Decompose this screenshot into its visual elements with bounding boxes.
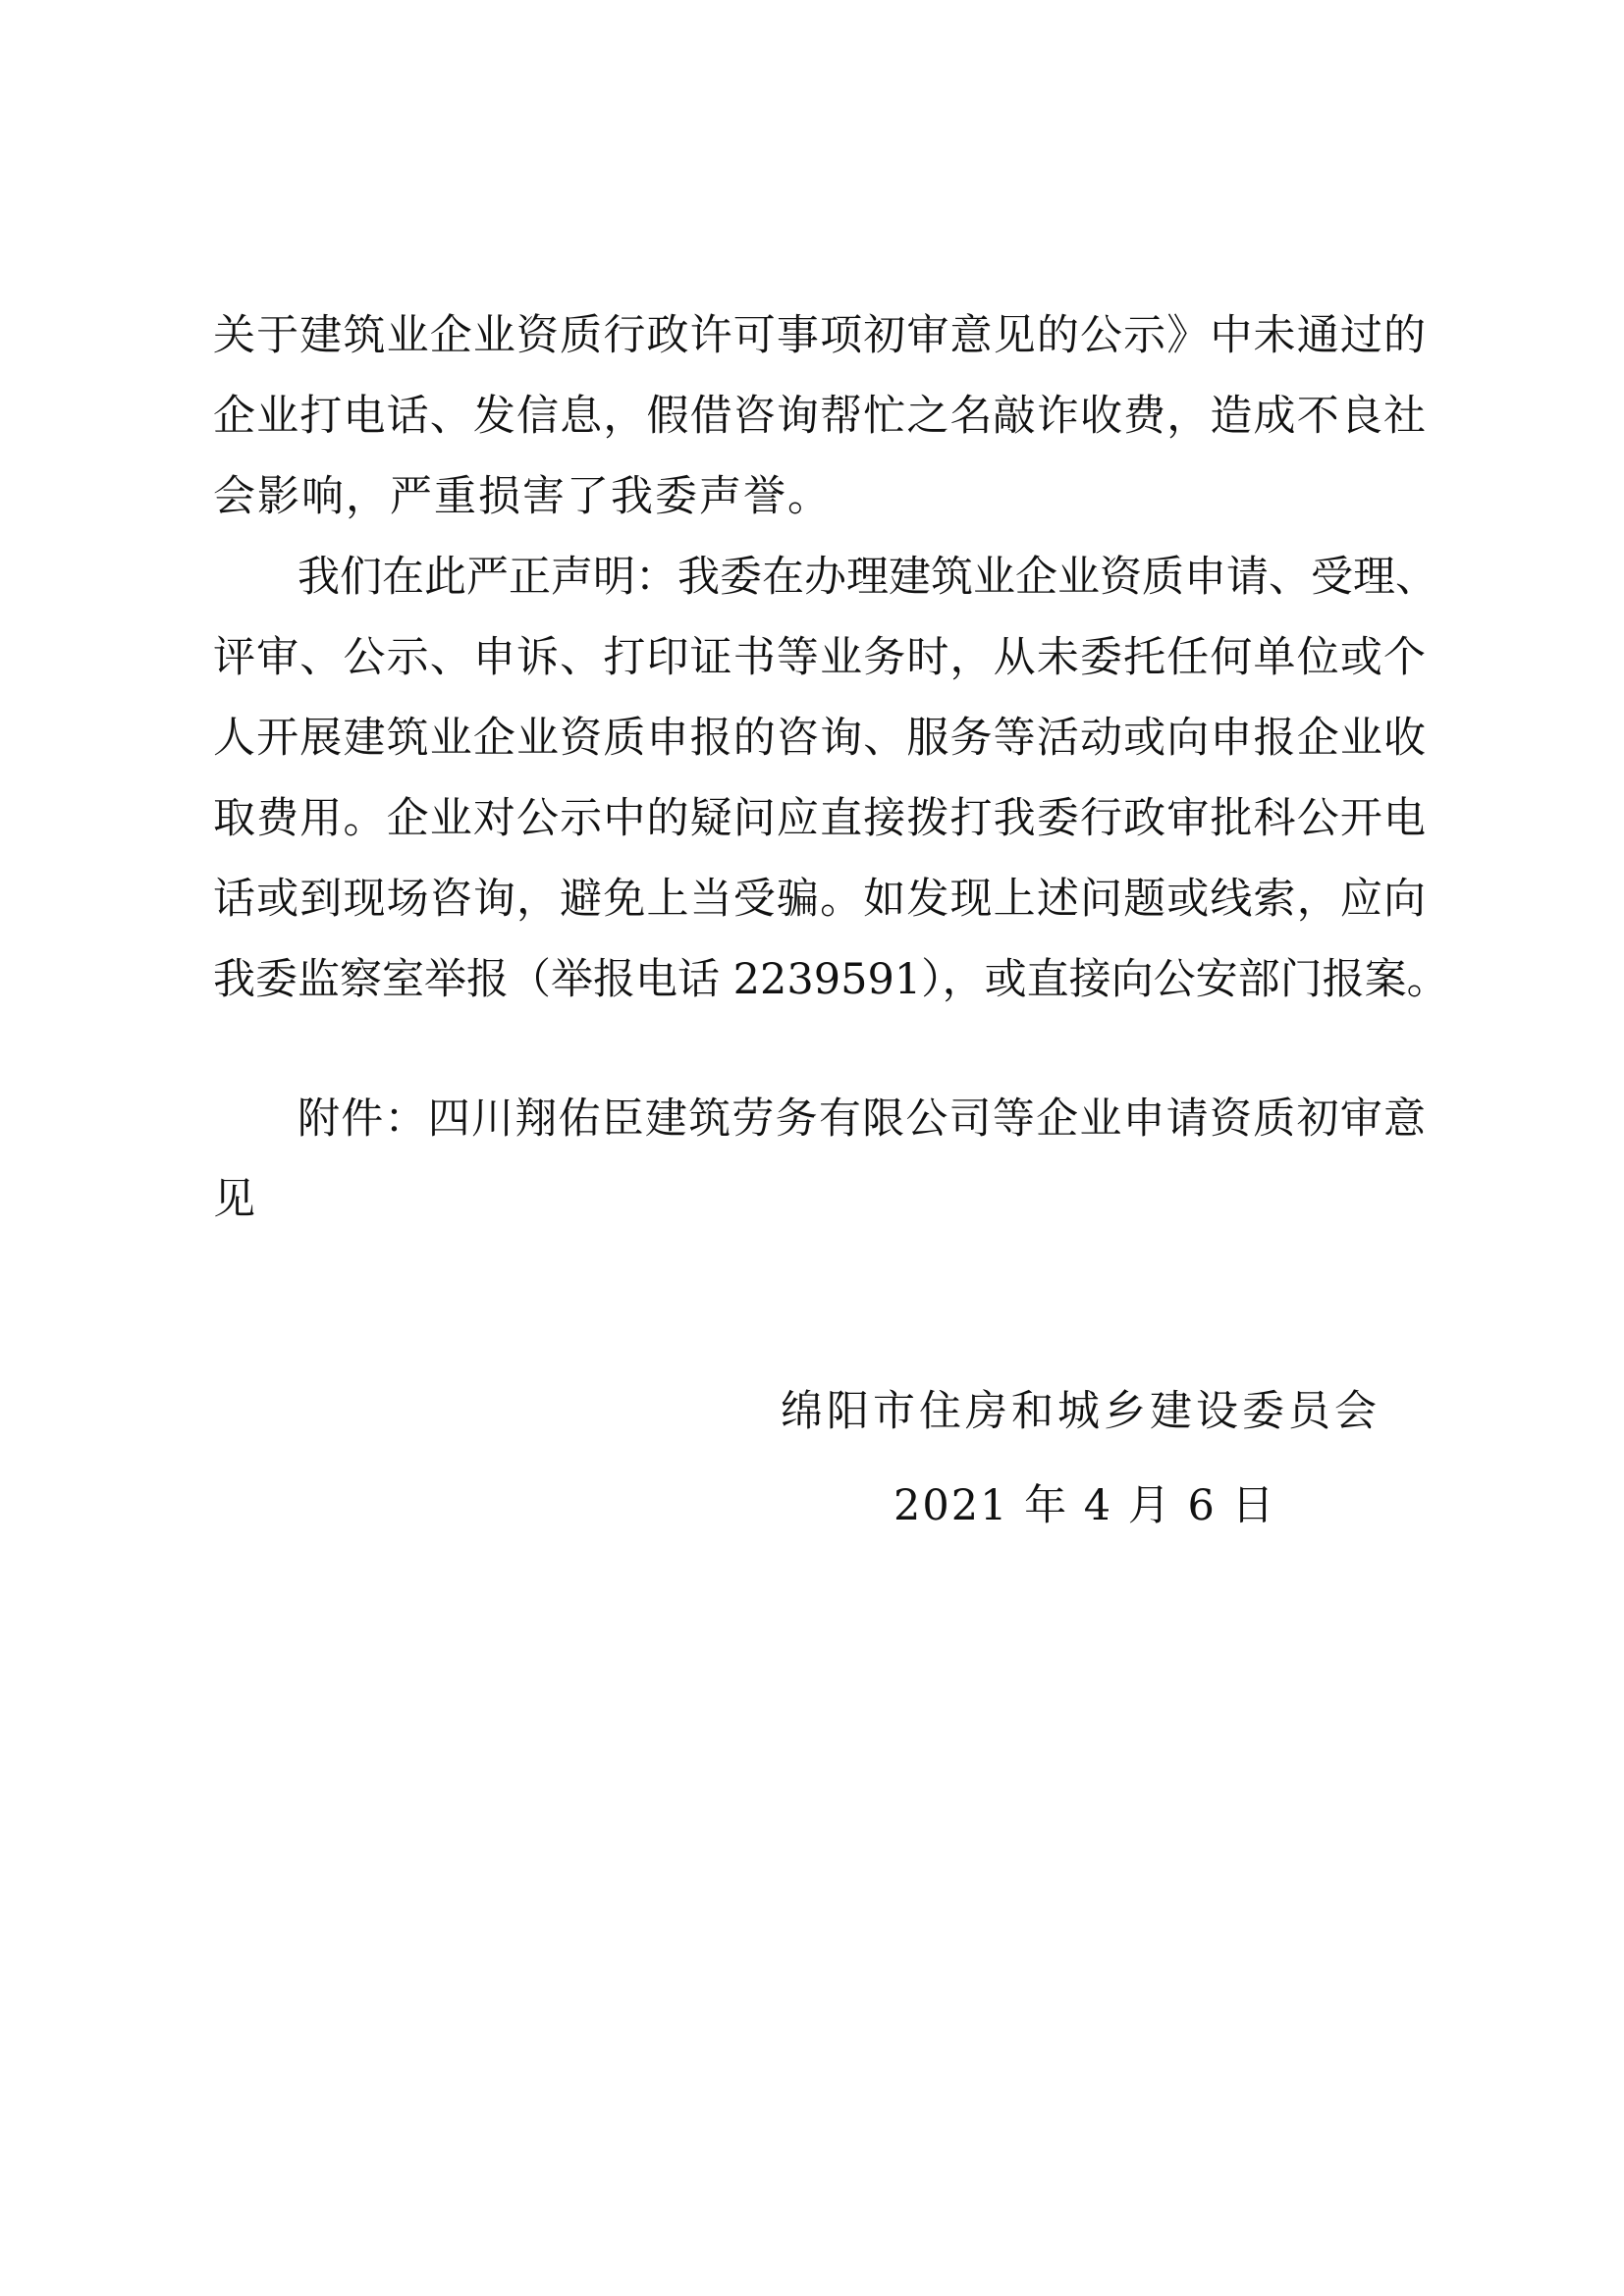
attachment-line-1: 附件：四川翔佑臣建筑劳务有限公司等企业申请资质初审意	[298, 1095, 1426, 1144]
paragraph2-line-5: 话或到现场咨询，避免上当受骗。如发现上述问题或线索，应向	[213, 875, 1426, 924]
paragraph2-line-2: 评审、公示、申诉、打印证书等业务时，从未委托任何单位或个	[213, 633, 1426, 682]
signature-date: 2021 年 4 月 6 日	[893, 1481, 1276, 1530]
signature-organization: 绵阳市住房和城乡建设委员会	[781, 1387, 1380, 1436]
paragraph1-line-2: 企业打电话、发信息，假借咨询帮忙之名敲诈收费，造成不良社	[213, 392, 1426, 441]
paragraph2-line-3: 人开展建筑业企业资质申报的咨询、服务等活动或向申报企业收	[213, 714, 1426, 763]
attachment-line-2: 见	[213, 1175, 257, 1224]
paragraph2-line-6: 我委监察室举报（举报电话 2239591），或直接向公安部门报案。	[213, 955, 1449, 1004]
paragraph2-line-4: 取费用。企业对公示中的疑问应直接拨打我委行政审批科公开电	[213, 794, 1426, 843]
paragraph2-line-1: 我们在此严正声明：我委在办理建筑业企业资质申请、受理、	[298, 553, 1437, 602]
paragraph1-line-3: 会影响，严重损害了我委声誉。	[213, 472, 832, 521]
paragraph1-line-1: 关于建筑业企业资质行政许可事项初审意见的公示》中未通过的	[213, 311, 1426, 360]
